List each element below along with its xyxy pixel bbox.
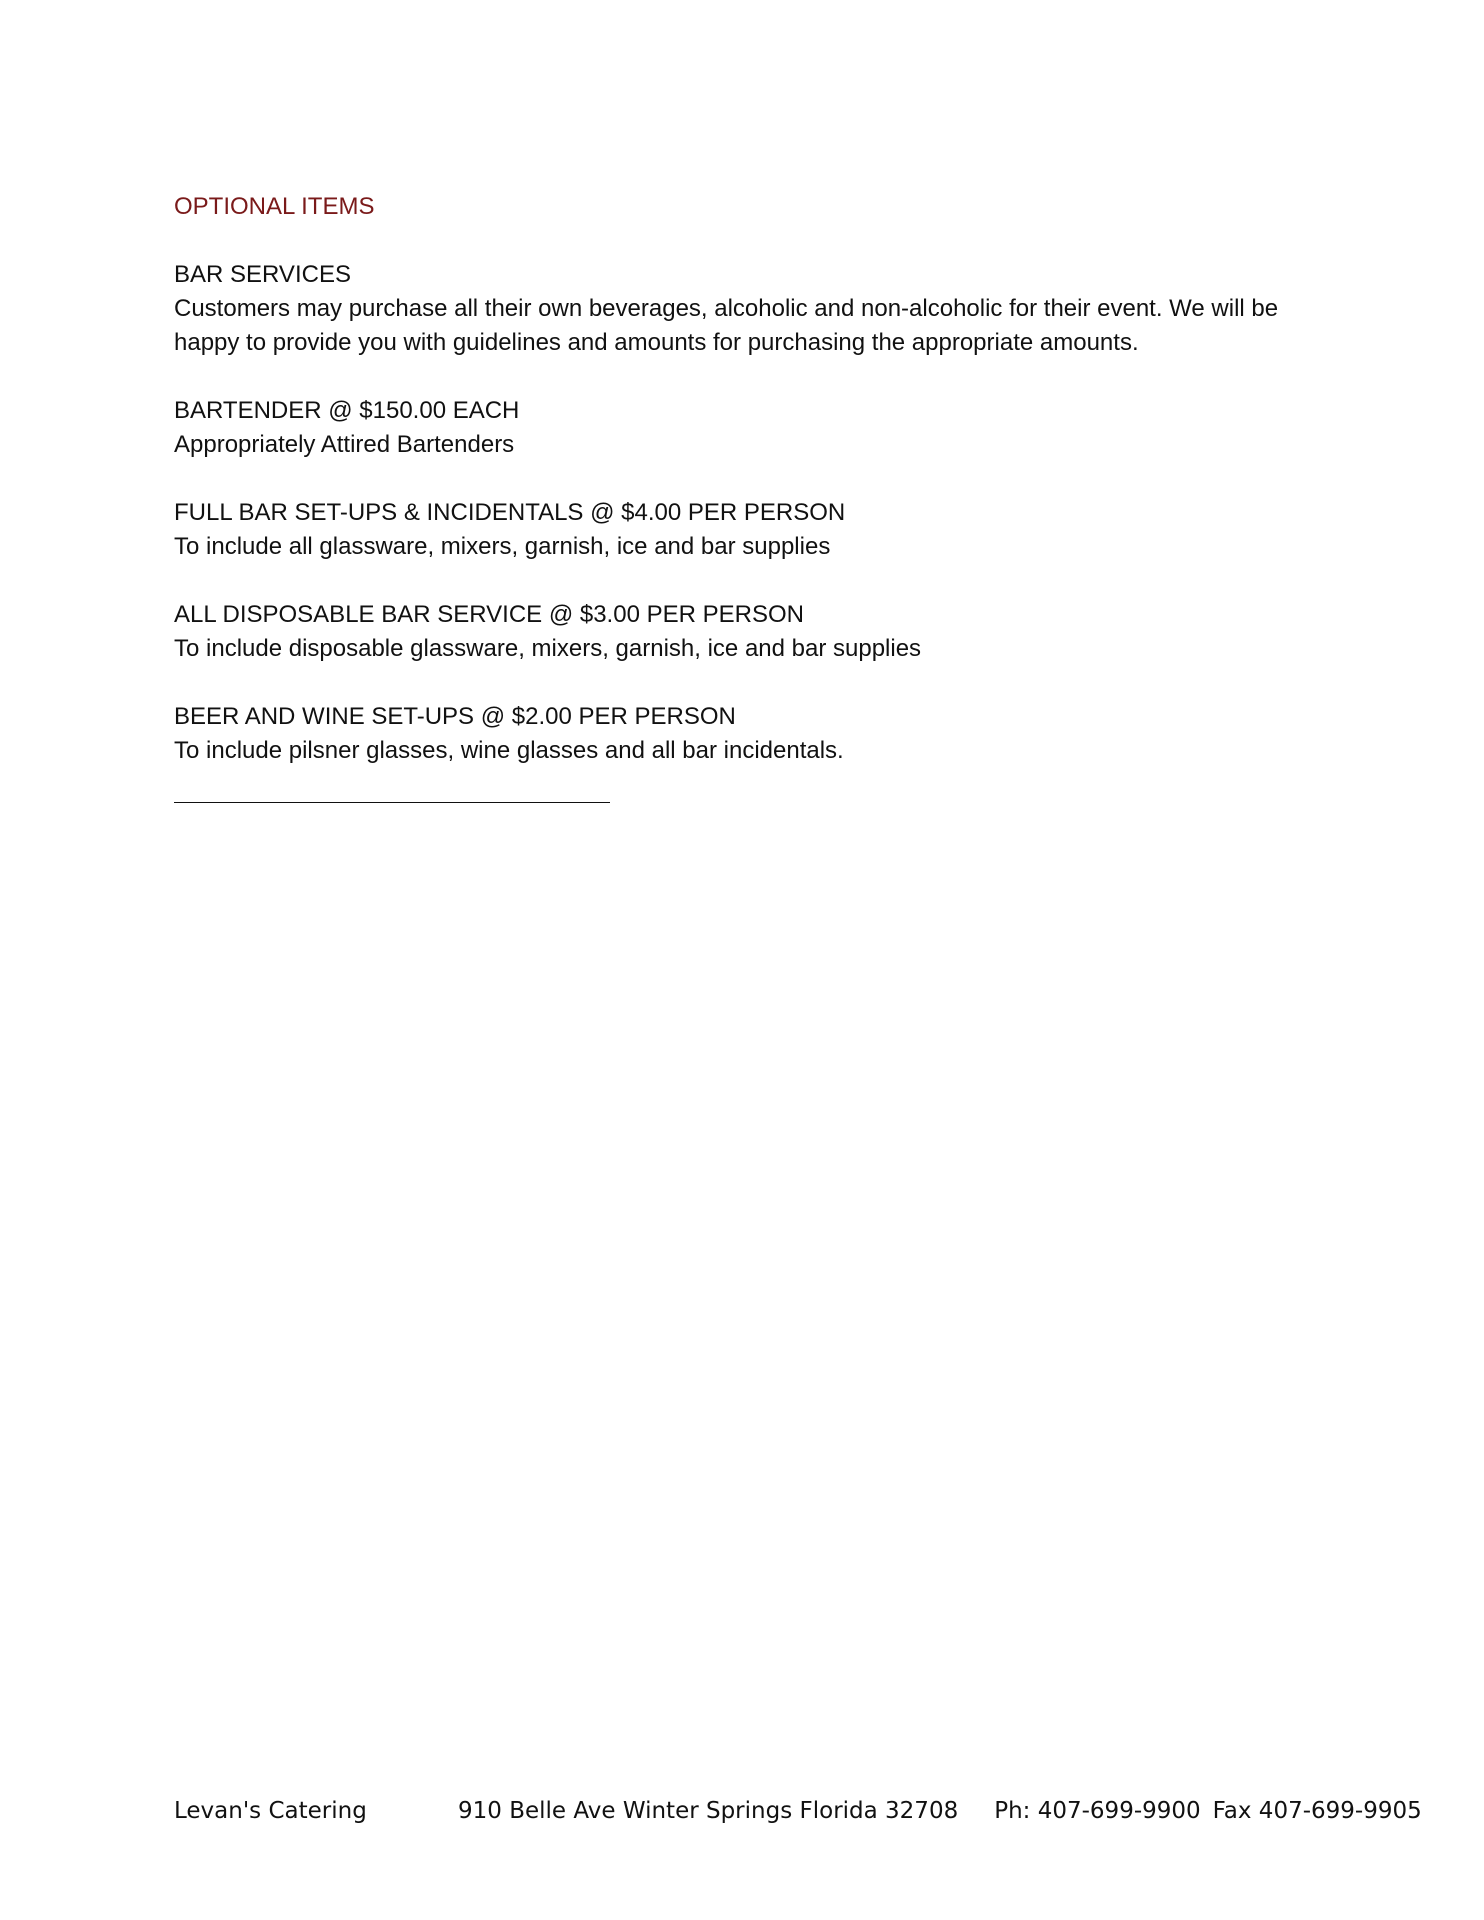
item-description: To include pilsner glasses, wine glasses and all bar incidentals. xyxy=(174,737,844,764)
item-full-bar xyxy=(174,496,1314,564)
item-description: Customers may purchase all their own beverages, alcoholic and non-alcoholic for their event. We will be happy to provide you with guidelines and amounts for purchasing the appropriate amounts. xyxy=(174,295,1279,356)
footer-phone: Ph: 407-699-9900 xyxy=(994,1798,1201,1824)
footer-fax: Fax 407-699-9905 xyxy=(1212,1798,1422,1824)
item-title: ALL DISPOSABLE BAR SERVICE @ $3.00 PER PERSON xyxy=(174,601,804,628)
signature-line xyxy=(174,802,610,803)
item-title: BARTENDER @ $150.00 EACH xyxy=(174,397,520,424)
item-bar-services xyxy=(174,258,1314,360)
section-title: OPTIONAL ITEMS xyxy=(174,193,375,220)
item-beer-wine xyxy=(174,700,1314,768)
document-page xyxy=(174,190,1314,803)
footer-address: 910 Belle Ave Winter Springs Florida 32708 xyxy=(458,1798,959,1824)
item-description: To include disposable glassware, mixers, garnish, ice and bar supplies xyxy=(174,635,922,662)
item-title: BEER AND WINE SET-UPS @ $2.00 PER PERSON xyxy=(174,703,736,730)
item-description: To include all glassware, mixers, garnish, ice and bar supplies xyxy=(174,533,831,560)
item-bartender xyxy=(174,394,1314,462)
item-title: FULL BAR SET-UPS & INCIDENTALS @ $4.00 PER PERSON xyxy=(174,499,846,526)
item-disposable-bar xyxy=(174,598,1314,666)
item-description: Appropriately Attired Bartenders xyxy=(174,431,515,458)
page-footer xyxy=(174,1796,1422,1826)
footer-company: Levan's Catering xyxy=(174,1798,367,1824)
item-title: BAR SERVICES xyxy=(174,261,351,288)
